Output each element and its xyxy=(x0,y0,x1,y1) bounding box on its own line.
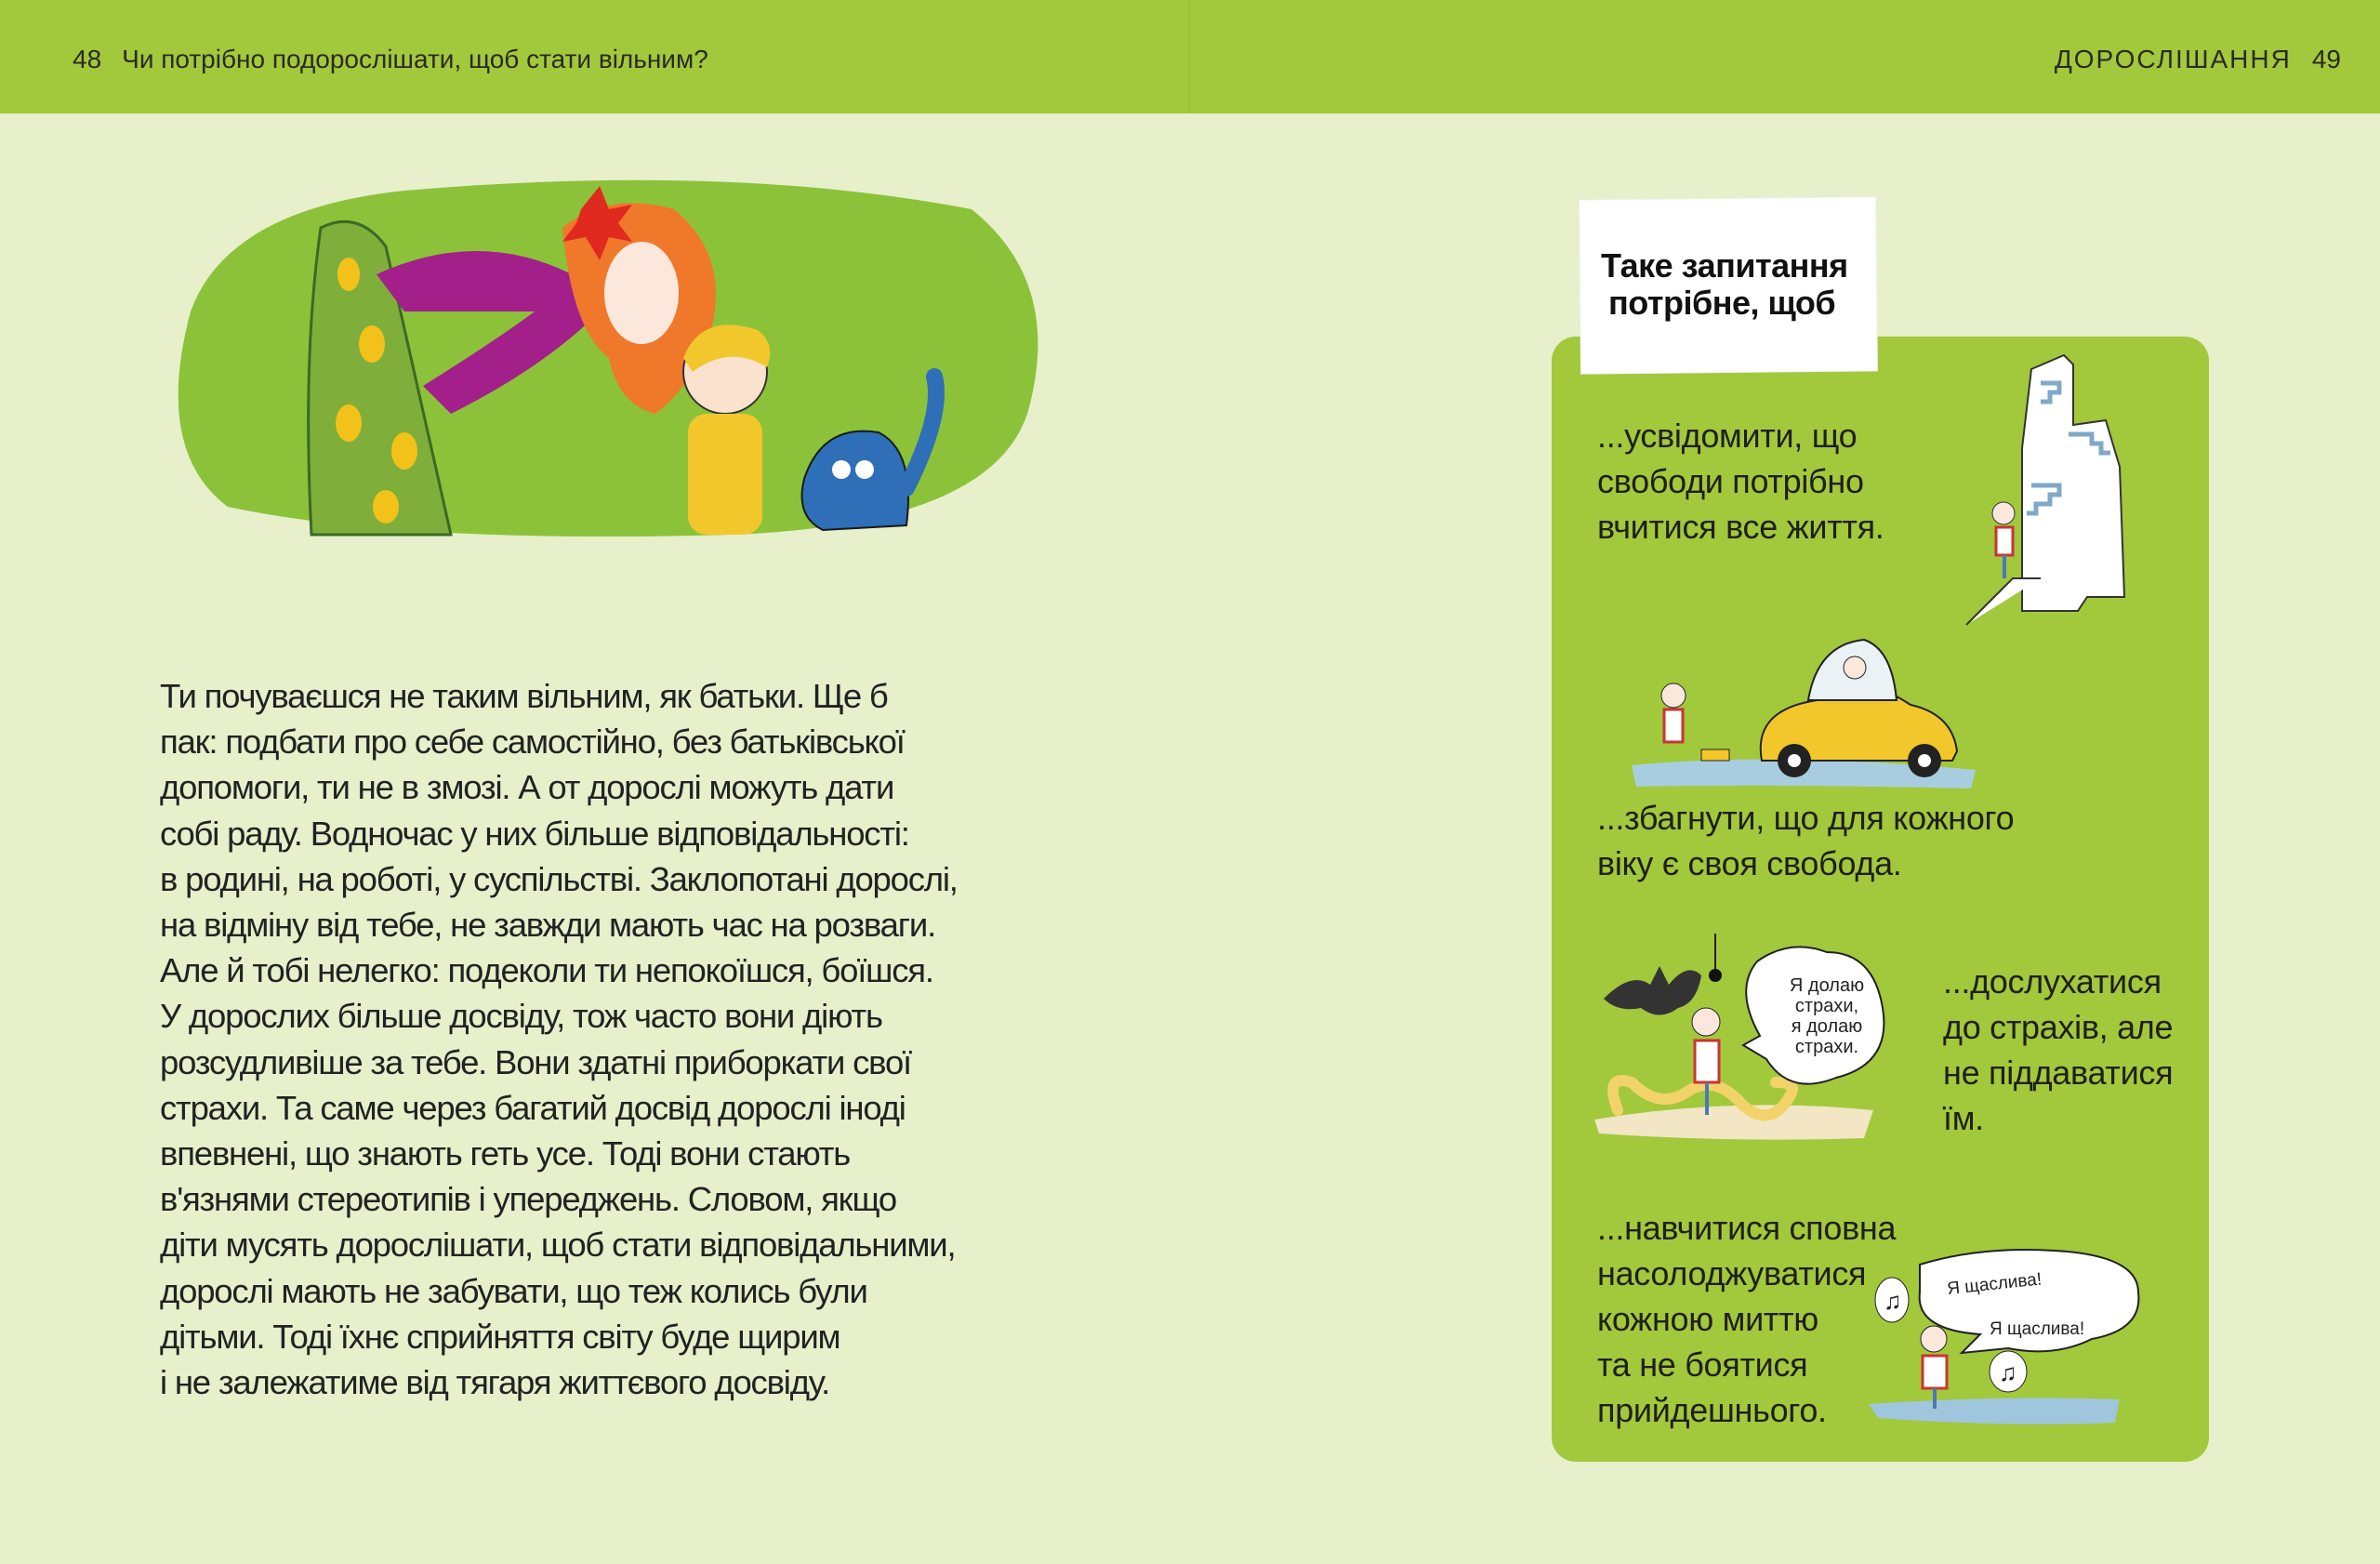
body-line: пак: подбати про себе самостійно, без батьківської xyxy=(160,722,905,762)
point-line: не піддаватися xyxy=(1943,1054,2174,1092)
body-line: дорослі мають не забувати, що теж колись були xyxy=(160,1271,867,1310)
point-3-text xyxy=(1943,959,2173,1141)
happy-bubble-1: Я щаслива! xyxy=(1946,1269,2043,1299)
body-line: допомоги, ти не в змозі. А от дорослі можуть дати xyxy=(160,768,894,807)
body-line: на відміну від тебе, не завжди мають час на розваги. xyxy=(160,906,936,945)
sidebar-label-line: потрібне, щоб xyxy=(1608,284,1836,322)
point-line: насолоджуватися xyxy=(1597,1254,1867,1292)
sidebar-label-line: Таке запитання xyxy=(1601,246,1848,285)
body-line: Але й тобі нелегко: подеколи ти непокоїшся, боїшся. xyxy=(160,951,933,990)
point-line: та не боятися xyxy=(1597,1345,1808,1384)
mother-child-cat-illustration xyxy=(172,172,1051,549)
body-line: страхи. Та саме через багатий досвід дорослі іноді xyxy=(160,1088,906,1127)
body-line: в'язнями стереотипів і упереджень. Словом, якщо xyxy=(160,1180,896,1219)
left-page-number: 48 xyxy=(73,45,102,73)
page-fold-divider xyxy=(1188,0,1190,113)
body-line: Ти почуваєшся не таким вільним, як батьки. Ще б xyxy=(160,677,888,715)
left-running-head xyxy=(73,45,708,74)
sidebar-label xyxy=(1601,247,1848,322)
page-header xyxy=(0,0,2380,113)
fear-bubble-line: я долаю xyxy=(1791,1016,1863,1037)
mother-face xyxy=(604,242,679,344)
body-line: розсудливіше за тебе. Вони здатні приборкати свої xyxy=(160,1042,911,1081)
point-line: ...дослухатися xyxy=(1943,962,2162,1001)
body-line: і не залежатиме від тягаря життєвого досвіду. xyxy=(160,1363,830,1402)
body-line: в родині, на роботі, у суспільстві. Заклопотані дорослі, xyxy=(160,859,958,898)
point-4-text xyxy=(1597,1205,1896,1433)
right-section-title: ДОРОСЛІШАННЯ xyxy=(2054,45,2292,73)
point-line: кожною миттю xyxy=(1597,1300,1818,1338)
point-line: до страхів, але xyxy=(1943,1008,2174,1046)
fear-bubble-line: страхи. xyxy=(1794,1037,1859,1057)
music-note-icon: ♫ xyxy=(1884,1287,1902,1315)
point-line: прийдешнього. xyxy=(1597,1391,1827,1429)
fear-bubble-line: страхи, xyxy=(1794,996,1859,1016)
point-line: ...усвідомити, що xyxy=(1597,417,1858,455)
point-line: ...збагнути, що для кожного xyxy=(1597,799,2015,837)
bat-icon xyxy=(1604,966,1701,1015)
music-note-icon: ♫ xyxy=(1999,1359,2017,1386)
child-body xyxy=(688,414,762,535)
toy-car-illustration xyxy=(1632,630,1976,789)
body-line: дітьми. Тоді їхнє сприйняття світу буде щирим xyxy=(160,1317,840,1356)
main-body-text xyxy=(160,673,1025,1405)
point-line: віку є своя свобода. xyxy=(1597,844,1902,882)
point-1-text xyxy=(1597,413,1884,550)
spider-icon xyxy=(1709,969,1722,982)
fears-illustration xyxy=(1594,934,1915,1143)
point-line: ...навчитися сповна xyxy=(1597,1209,1897,1247)
point-line: їм. xyxy=(1943,1099,1984,1137)
body-line: собі раду. Водночас у них більше відповідальності: xyxy=(160,814,909,853)
point-line: свободи потрібно xyxy=(1597,462,1864,500)
right-running-head xyxy=(2055,45,2341,74)
body-line: У дорослих більше досвіду, тож часто вони діють xyxy=(160,997,882,1036)
point-2-text xyxy=(1597,795,2014,886)
happy-girl-illustration xyxy=(1869,1246,2148,1432)
right-page-number: 49 xyxy=(2311,45,2341,73)
left-chapter-title: Чи потрібно подорослішати, щоб стати вільним? xyxy=(122,45,708,73)
point-line: вчитися все життя. xyxy=(1597,508,1884,546)
fear-bubble-line: Я долаю xyxy=(1789,975,1865,996)
body-line: впевнені, що знають геть усе. Тоді вони стають xyxy=(160,1134,851,1173)
happy-bubble-2: Я щаслива! xyxy=(1990,1319,2085,1339)
body-line: діти мусять дорослішати, щоб стати відповідальними, xyxy=(160,1226,956,1265)
staircase-illustration xyxy=(1966,346,2138,630)
